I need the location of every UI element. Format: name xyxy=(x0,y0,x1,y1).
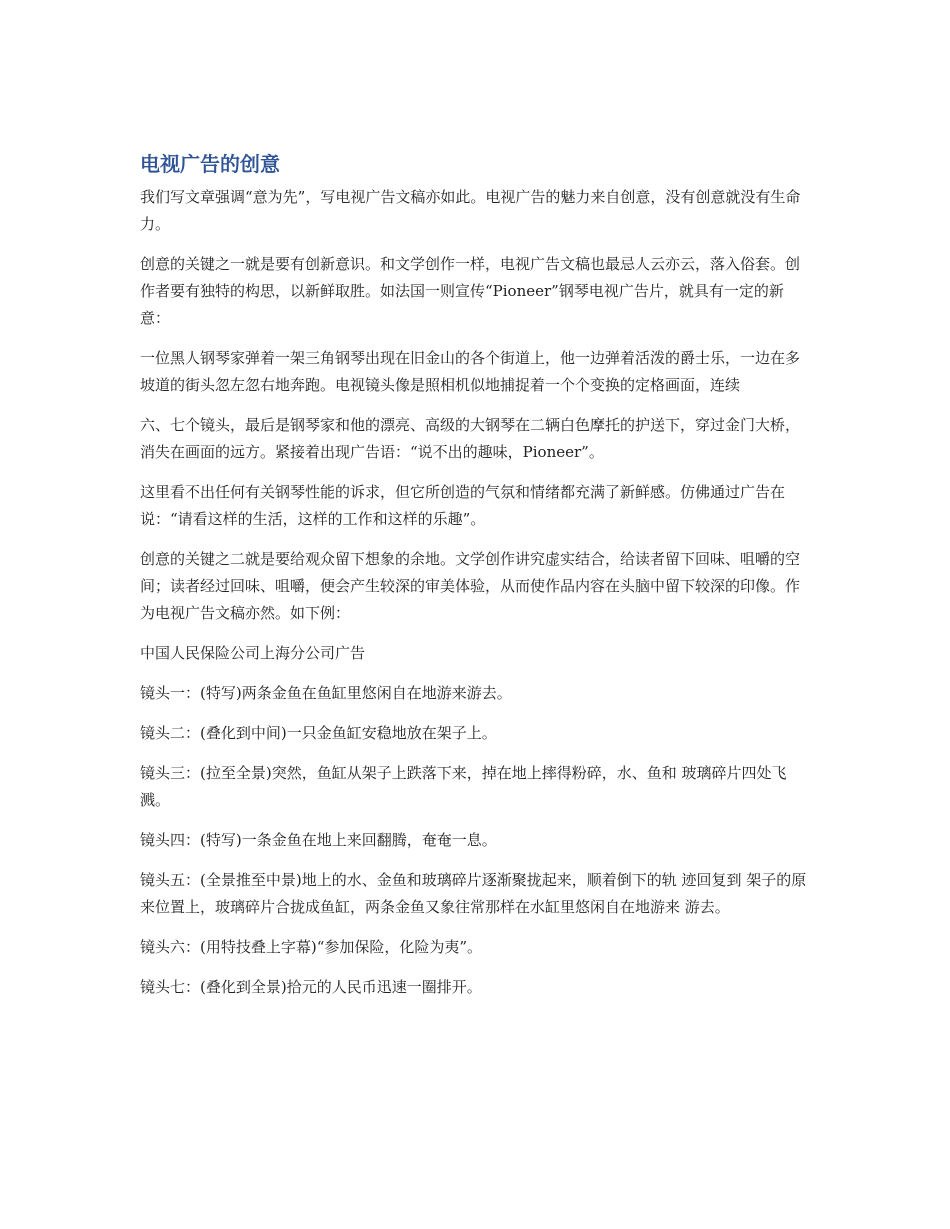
document-title: 电视广告的创意 xyxy=(140,152,280,176)
paragraph-pianist-scene: 一位黑人钢琴家弹着一架三角钢琴出现在旧金山的各个街道上，他一边弹着活泼的爵士乐，一边在多坡道的街头忽左忽右地奔跑。电视镜头像是照相机似地捕捉着一个个变换的定格画面，连续 xyxy=(140,349,801,394)
paragraph-shot-5: 镜头五：(全景推至中景)地上的水、金鱼和玻璃碎片逐渐聚拢起来，顺着倒下的轨 迹回复到 架子的原来位置上，玻璃碎片合拢成鱼缸，两条金鱼又象往常那样在水缸里悠闲自在地游来 游去。 xyxy=(140,871,807,916)
paragraph-shot-2: 镜头二：(叠化到中间)一只金鱼缸安稳地放在架子上。 xyxy=(140,724,497,742)
paragraph-shot-7: 镜头七：(叠化到全景)拾元的人民币迅速一圈排开。 xyxy=(140,978,482,996)
paragraph-creativity-key-one: 创意的关键之一就是要有创新意识。和文学创作一样，电视广告文稿也最忌人云亦云，落入俗套。创作者要有独特的构思，以新鲜取胜。如法国一则宣传“Pioneer”钢琴电视广告片，就具有一定的新意： xyxy=(140,255,801,327)
paragraph-shot-6: 镜头六：(用特技叠上字幕)“参加保险，化险为夷”。 xyxy=(140,938,483,956)
paragraph-shot-3: 镜头三：(拉至全景)突然，鱼缸从架子上跌落下来，掉在地上摔得粉碎，水、鱼和 玻璃碎片四处飞溅。 xyxy=(140,764,787,809)
paragraph-shot-1: 镜头一：(特写)两条金鱼在鱼缸里悠闲自在地游来游去。 xyxy=(140,684,512,702)
paragraph-intro: 我们写文章强调“意为先”，写电视广告文稿亦如此。电视广告的魅力来自创意，没有创意就没有生命力。 xyxy=(140,188,801,233)
paragraph-pianist-ending: 六、七个镜头，最后是钢琴家和他的漂亮、高级的大钢琴在二辆白色摩托的护送下，穿过金门大桥，消失在画面的远方。紧接着出现广告语：“说不出的趣味，Pioneer”。 xyxy=(140,416,801,461)
paragraph-creativity-key-two: 创意的关键之二就是要给观众留下想象的余地。文学创作讲究虚实结合，给读者留下回味、咀嚼的空间；读者经过回味、咀嚼，便会产生较深的审美体验，从而使作品内容在头脑中留下较深的印像。作为电视广告文稿亦然。如下例： xyxy=(140,550,801,622)
paragraph-shot-4: 镜头四：(特写)一条金鱼在地上来回翻腾，奄奄一息。 xyxy=(140,831,497,849)
document-page xyxy=(140,150,812,1014)
paragraph-example-title: 中国人民保险公司上海分公司广告 xyxy=(140,644,366,662)
paragraph-analysis: 这里看不出任何有关钢琴性能的诉求，但它所创造的气氛和情绪都充满了新鲜感。仿佛通过广告在说：“请看这样的生活，这样的工作和这样的乐趣”。 xyxy=(140,483,786,528)
